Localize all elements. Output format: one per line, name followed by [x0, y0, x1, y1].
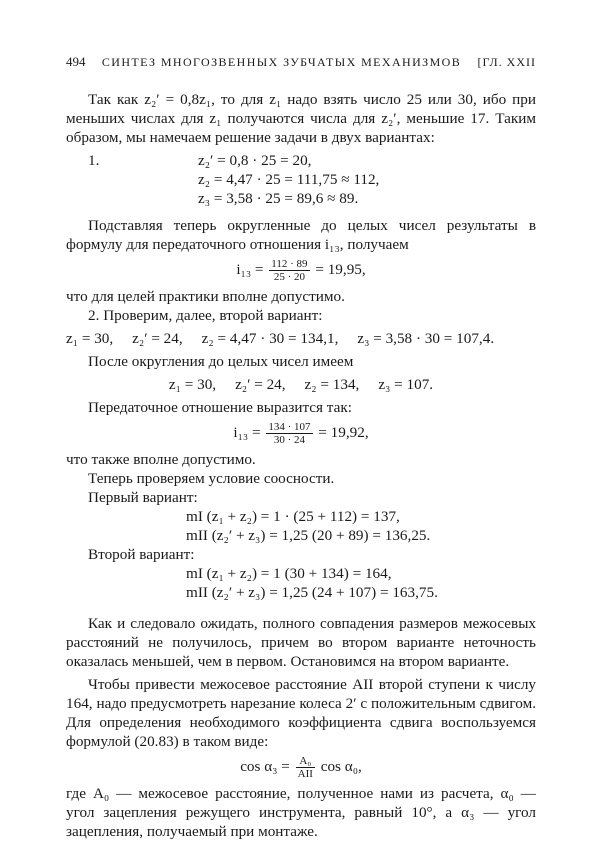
ratio-rhs: = 19,92,: [318, 423, 369, 441]
ratio-rhs: = 19,95,: [315, 260, 366, 278]
ratio-equation-2: [66, 421, 536, 446]
rounded-values: z₁ = 30, z₂′ = 24, z₂ = 134, z₃ = 107.: [168, 376, 434, 393]
equation: mII (z₂′ + z₃) = 1,25 (24 + 107) = 163,75.: [186, 584, 438, 601]
fraction: [269, 258, 309, 283]
numerator: A₀: [296, 755, 315, 768]
paragraph-10: Второй вариант:: [88, 546, 195, 563]
equation: z₂ = 4,47 · 25 = 111,75 ≈ 112,: [198, 171, 380, 188]
paragraph-3: что для целей практики вполне допустимо.: [66, 288, 345, 305]
ratio-equation-1: [66, 258, 536, 283]
denominator: AII: [297, 768, 313, 780]
variant-1-label: 1.: [88, 152, 100, 169]
paragraph-9: Первый вариант:: [88, 489, 198, 506]
denominator: 25 · 20: [273, 271, 305, 283]
equation: z₂′ = 0,8 · 25 = 20,: [198, 152, 312, 169]
equation: mI (z₁ + z₂) = 1 · (25 + 112) = 137,: [186, 508, 400, 525]
variant-2-equations: z₁ = 30, z₂′ = 24, z₂ = 4,47 · 30 = 134,1, z₃ = 3,58 · 30 = 107,4.: [66, 330, 495, 347]
equation: z₃ = 3,58 · 25 = 89,6 ≈ 89.: [198, 190, 359, 207]
paragraph-11: Как и следовало ожидать, полного совпадения размеров межосевых расстояний не получилось, причем во втором варианте неточность оказалась меньшей, чем в первом. Остановимся на втором варианте.: [66, 615, 536, 670]
paragraph-5: После округления до целых чисел имеем: [88, 353, 354, 370]
running-header: [66, 52, 536, 72]
cos-lhs: cos α₃ =: [240, 757, 290, 775]
paragraph-6: Передаточное отношение выразится так:: [88, 399, 352, 416]
paragraph-13: где A₀ — межосевое расстояние, полученное нами из расчета, α₀ — угол зацепления режущего инструмента, равный 10°, а α₃ — угол зацепления, получаемый при монтаже.: [66, 785, 536, 840]
paragraph-7: что также вполне допустимо.: [66, 451, 256, 468]
cos-equation: [66, 755, 536, 780]
paragraph-12: Чтобы привести межосевое расстояние AII второй ступени к числу 164, надо предусмотреть нарезание колеса 2′ с положительным сдвигом. Для определения необходимого коэффициента сдвига воспользуемся формулой (20.83) в таком виде:: [66, 676, 536, 750]
fraction: [296, 755, 315, 780]
paragraph-2: Подставляя теперь округленные до целых чисел результаты в формулу для передаточного отношения i₁₃, получаем: [66, 217, 536, 253]
chapter-label: [ГЛ. XXII: [477, 55, 536, 69]
numerator: 134 · 107: [268, 421, 311, 433]
cos-rhs: cos α₀,: [320, 757, 362, 775]
paragraph-1: Так как z₂′ = 0,8z₁, то для z₁ надо взять число 25 или 30, ибо при меньших числах для z₁ получаются числа для z₂′, меньшие 17. Таким образом, мы намечаем решение задачи в двух вариантах:: [66, 91, 536, 146]
ratio-lhs: i₁₃ =: [236, 260, 264, 278]
variant-1-block: [66, 151, 536, 208]
equation: mII (z₂′ + z₃) = 1,25 (20 + 89) = 136,25.: [186, 527, 431, 544]
paragraph-8: Теперь проверяем условие соосности.: [88, 470, 335, 487]
running-title: СИНТЕЗ МНОГОЗВЕННЫХ ЗУБЧАТЫХ МЕХАНИЗМОВ: [101, 55, 462, 69]
equation: mI (z₁ + z₂) = 1 (30 + 134) = 164,: [186, 565, 392, 582]
page: [66, 52, 536, 841]
denominator: 30 · 24: [273, 434, 305, 446]
numerator: 112 · 89: [271, 258, 308, 270]
ratio-lhs: i₁₃ =: [233, 423, 261, 441]
page-number: 494: [66, 54, 86, 69]
fraction: [266, 421, 312, 446]
paragraph-4: 2. Проверим, далее, второй вариант:: [88, 307, 323, 324]
